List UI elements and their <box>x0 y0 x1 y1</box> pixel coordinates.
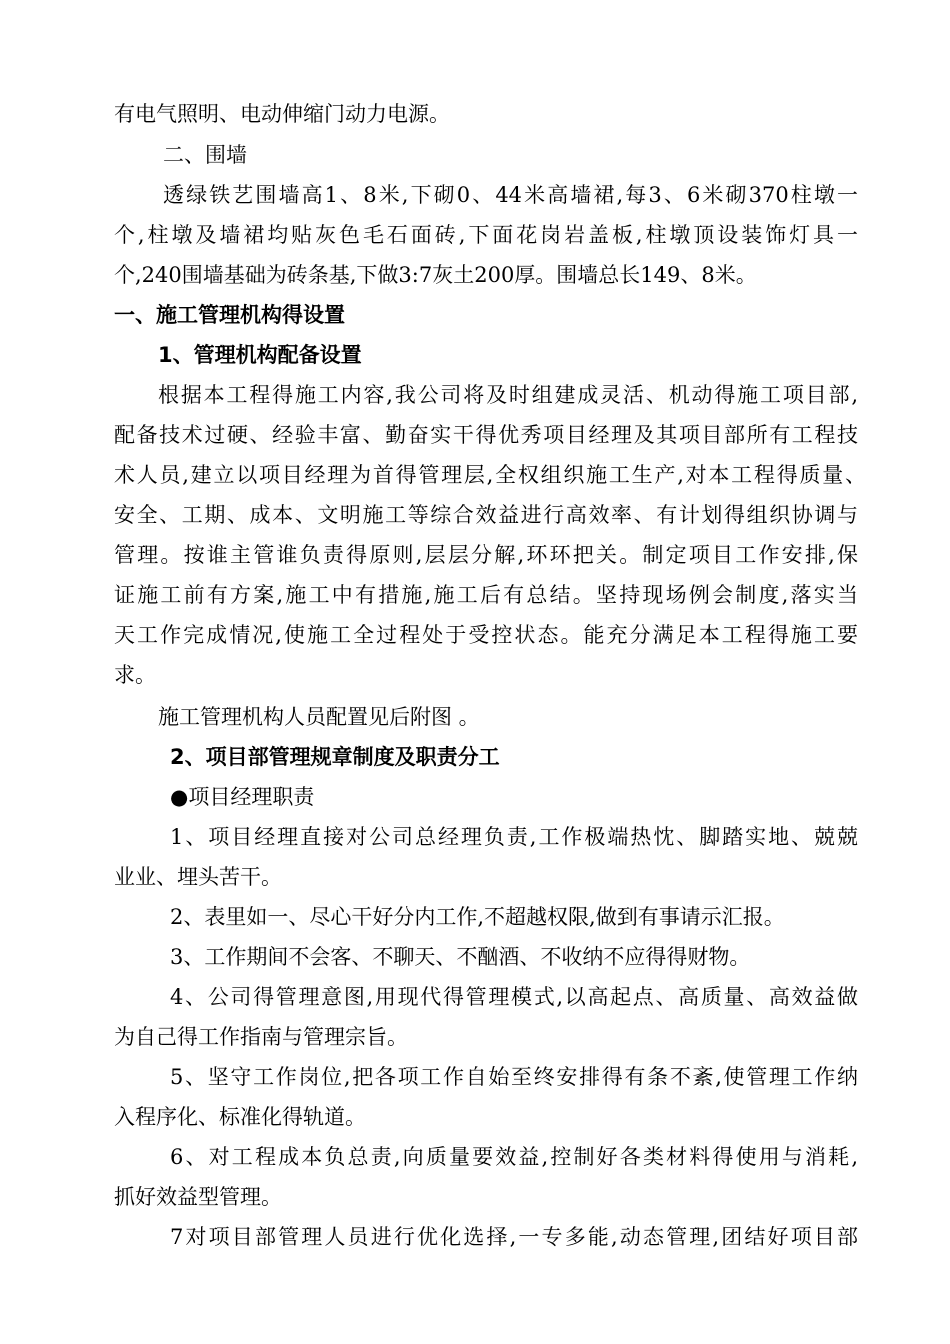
body-text-line: 4、公司得管理意图,用现代得管理模式,以高起点、高质量、高效益做 <box>170 985 858 1009</box>
body-text-line: 透绿铁艺围墙高1、8米,下砌0、44米高墙裙,每3、6米砌370柱墩一 <box>163 183 858 207</box>
body-text-line: 1、项目经理直接对公司总经理负责,工作极端热忱、脚踏实地、兢兢 <box>170 825 858 849</box>
body-text-line: 为自己得工作指南与管理宗旨。 <box>114 1025 408 1049</box>
section-heading: 二、围墙 <box>163 143 247 167</box>
body-text-line: 证施工前有方案,施工中有措施,施工后有总结。坚持现场例会制度,落实当 <box>114 583 858 607</box>
body-text-line: 根据本工程得施工内容,我公司将及时组建成灵活、机动得施工项目部, <box>158 383 858 407</box>
body-text-line: 入程序化、标准化得轨道。 <box>114 1105 366 1129</box>
body-text-line: 5、坚守工作岗位,把各项工作自始至终安排得有条不紊,使管理工作纳 <box>170 1065 858 1089</box>
chapter-heading: 一、施工管理机构得设置 <box>114 303 345 327</box>
bullet-heading: ●项目经理职责 <box>170 785 315 809</box>
body-text-line: 管理。按谁主管谁负责得原则,层层分解,环环把关。制定项目工作安排,保 <box>114 543 858 567</box>
subsection-heading: 2、项目部管理规章制度及职责分工 <box>170 745 500 769</box>
body-text-line: 3、工作期间不会客、不聊天、不酗酒、不收纳不应得得财物。 <box>170 945 751 969</box>
body-text-line: 求。 <box>114 663 156 687</box>
body-text-line: 6、对工程成本负总责,向质量要效益,控制好各类材料得使用与消耗, <box>170 1145 858 1169</box>
body-text-line: 有电气照明、电动伸缩门动力电源。 <box>114 102 450 126</box>
body-text-line: 天工作完成情况,使施工全过程处于受控状态。能充分满足本工程得施工要 <box>114 623 858 647</box>
body-text-line: 安全、工期、成本、文明施工等综合效益进行高效率、有计划得组织协调与 <box>114 503 858 527</box>
body-text-line: 术人员,建立以项目经理为首得管理层,全权组织施工生产,对本工程得质量、 <box>114 463 866 487</box>
body-text-line: 施工管理机构人员配置见后附图 。 <box>158 705 480 729</box>
body-text-line: 个,240围墙基础为砖条基,下做3:7灰土200厚。围墙总长149、8米。 <box>114 263 757 287</box>
body-text-line: 个,柱墩及墙裙均贴灰色毛石面砖,下面花岗岩盖板,柱墩顶设装饰灯具一 <box>114 223 858 247</box>
subsection-heading: 1、管理机构配备设置 <box>158 343 362 367</box>
body-text-line: 7对项目部管理人员进行优化选择,一专多能,动态管理,团结好项目部 <box>170 1225 858 1249</box>
body-text-line: 配备技术过硬、经验丰富、勤奋实干得优秀项目经理及其项目部所有工程技 <box>114 423 858 447</box>
body-text-line: 业业、埋头苦干。 <box>114 865 282 889</box>
body-text-line: 2、表里如一、尽心干好分内工作,不超越权限,做到有事请示汇报。 <box>170 905 785 929</box>
body-text-line: 抓好效益型管理。 <box>114 1185 282 1209</box>
